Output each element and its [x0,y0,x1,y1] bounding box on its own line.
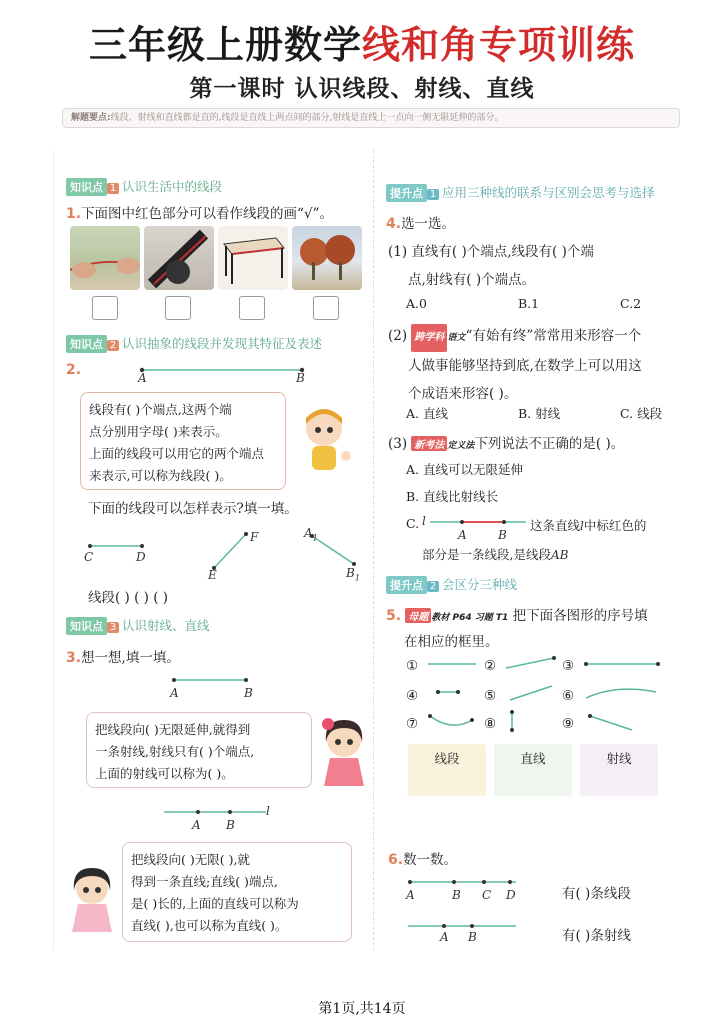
tip-label: 解题要点: [71,113,111,123]
q1-text: 下面图中红色部分可以看作线段的画“√”。 [81,206,333,222]
label-d: D [506,888,516,902]
knowledge-point-1 [66,176,222,196]
bubble-line: 一条射线,射线只有( )个端点, [95,744,255,759]
q4-p2-option-b[interactable]: B. 射线 [518,406,561,421]
q2-number: 2. [66,362,82,378]
q6-number: 6. [388,852,404,868]
label-b: B [244,686,253,700]
kp-tag: 知识点 [66,617,107,635]
label-b1 [346,566,360,582]
page-footer: 第1页,共14页 [318,1001,406,1017]
q6-answer-2: 有( )条射线 [562,928,631,944]
question-1 [66,202,333,222]
figure-mark-1: ① [406,658,419,674]
q3-number: 3. [66,650,82,666]
label-b1-sub: 1 [354,573,360,583]
label-ab: AB [550,548,569,562]
subject-tag: 语文 [447,333,466,343]
answer-box-4[interactable] [313,296,339,320]
question-6 [388,848,457,868]
category-label: 线段 [434,751,460,766]
category-box-segment[interactable] [408,744,486,796]
q2-three-segments [80,520,370,588]
label-e: E [208,568,217,582]
kp-num: 2 [107,340,119,351]
q4-p3-option-c-text2 [422,545,568,563]
label-a: A [170,686,179,700]
q4-p2-first-line: (2) 跨学科 语文“有始有终”常常用来形容一个 [388,322,642,352]
label-d: D [136,550,146,564]
label-c: C [482,888,492,902]
label-a1 [304,526,318,542]
textbook-reference: 教材 P64 习题 T1 [431,613,509,623]
q4-p2-line: 人做事能够坚持到底,在数学上可以用这 [408,358,642,374]
answer-box-3[interactable] [239,296,265,320]
label-b: B [452,888,461,902]
figure-mark-2: ② [484,658,497,674]
q5-text: 把下面各图形的序号填 [512,608,648,624]
label-l: l [422,514,426,528]
q4-p1-option-a[interactable]: A.0 [406,296,427,311]
q4-text: 选一选。 [401,216,456,232]
q5-line-figures [426,654,676,738]
bubble-line: 点分别用字母( )来表示。 [89,424,228,439]
q4-p1-option-c[interactable]: C.2 [620,296,642,311]
q3-speech-bubble-ray [86,712,312,788]
q4-c-text1: 这条直线 [530,518,581,533]
q2-speech-bubble [80,392,286,490]
knowledge-point-2 [66,333,322,353]
label-b: B [296,371,305,385]
category-label: 直线 [520,751,546,766]
q2-number-wrap [66,362,81,378]
q4-p2-option-c[interactable]: C. 线段 [620,406,663,421]
q4-p3-option-c-text [530,516,646,534]
label-a: A [192,818,201,832]
page-title [0,14,724,69]
tip-bar [62,108,680,128]
label-b: B [498,528,507,542]
mother-question-tag: 母题 [405,608,431,623]
q6-line-ab [404,918,524,934]
q5-number: 5. [386,608,402,624]
q4-c-text2: 中标红色的 [583,518,647,533]
category-box-ray[interactable] [580,744,658,796]
q2-prompt: 下面的线段可以怎样表示?填一填。 [88,501,298,517]
q2-segment-ab [130,362,320,388]
q2-answer-line: 线段( ) ( ) ( ) [88,590,169,606]
answer-box-2[interactable] [165,296,191,320]
q4-part-2 [388,322,642,408]
label-b: B [226,818,235,832]
photo-pipe [144,226,214,290]
q4-p1-line: (1) 直线有( )个端点,线段有( )个端 [388,244,594,260]
tp-text: 应用三种线的联系与区别会思考与选择 [442,185,655,200]
label-c: C [84,550,94,564]
q4-c-line-figure [428,512,528,532]
kp-text: 认识生活中的线段 [122,179,223,194]
bubble-line: 是( )长的,上面的直线可以称为 [131,896,299,911]
bubble-line: 得到一条直线;直线( )端点, [131,874,278,889]
figure-mark-3: ③ [562,658,575,674]
q4-p3-option-a[interactable]: A. 直线可以无限延伸 [406,462,523,477]
label-a1-main: A [304,526,313,540]
kp-text: 认识抽象的线段并发现其特征及表述 [122,336,323,351]
tp-num: 2 [427,581,439,592]
bubble-line: 上面的线段可以用它的两个端点 [89,446,265,461]
tp-tag: 提升点 [386,576,427,594]
left-margin-rule [53,150,54,950]
bubble-line: 把线段向( )无限延伸,就得到 [95,722,251,737]
question-5 [386,604,648,624]
category-label: 射线 [606,751,632,766]
q4-p3-option-b[interactable]: B. 直线比射线长 [406,489,499,504]
q4-part-1 [388,238,594,294]
figure-mark-4: ④ [406,688,419,704]
bubble-line: 来表示,可以称为线段( )。 [89,468,232,483]
label-a: A [440,930,449,944]
label-a1-sub: 1 [312,533,318,543]
improve-point-2 [386,574,517,594]
q3-line-l [160,804,280,820]
photo-hands-rope [70,226,140,290]
girl-cartoon-icon [316,716,372,792]
kp-num: 1 [107,183,119,194]
bubble-line: 上面的射线可以称为( )。 [95,766,234,781]
figure-mark-5: ⑤ [484,688,497,704]
kp-text: 认识射线、直线 [122,618,210,633]
q6-answer-1: 有( )条线段 [562,886,631,902]
method-tag: 定义法 [447,441,475,451]
tp-num: 1 [427,189,439,200]
pipe-image-icon [144,226,214,290]
tp-tag: 提升点 [386,184,427,202]
label-a: A [406,888,415,902]
trees-image-icon [292,226,362,290]
question-3 [66,646,180,666]
question-4 [386,212,455,232]
kp-tag: 知识点 [66,335,107,353]
table-image-icon [218,226,288,290]
label-l-inline: l [580,519,584,533]
tp-text: 会区分三种线 [442,577,518,592]
figure-mark-6: ⑥ [562,688,575,704]
girl2-cartoon-icon [66,866,118,938]
q4-c-text3: 部分是一条线段,是线段 [422,547,551,562]
bubble-line: 线段有( )个端点,这两个端 [89,402,232,417]
q4-p3-option-c-prefix[interactable]: C. [406,516,420,531]
label-a: A [138,371,147,385]
q4-number: 4. [386,216,402,232]
q4-p3-text: 下列说法不正确的是( )。 [474,436,625,452]
label-b: B [468,930,477,944]
figure-mark-9: ⑨ [562,716,575,732]
figure-mark-8: ⑧ [484,716,497,732]
q4-part-3: (3) 新考法 定义法下列说法不正确的是( )。 [388,436,625,452]
label-b1-main: B [346,566,355,580]
bubble-line: 把线段向( )无限( ),就 [131,852,250,867]
q4-p2-line: “有始有终”常常用来形容一个 [465,328,642,344]
figure-mark-7: ⑦ [406,716,419,732]
q5-text-line2: 在相应的框里。 [404,634,499,650]
photo-table [218,226,288,290]
page-subtitle: 第一课时 认识线段、射线、直线 [189,75,535,102]
improve-point-1 [386,182,655,202]
rope-image-icon [70,226,140,290]
q4-p2-option-a[interactable]: A. 直线 [406,406,448,421]
q3-speech-bubble-line [122,842,352,942]
q6-text: 数一数。 [403,852,458,868]
label-l: l [266,804,270,818]
q4-p1-line: 点,射线有( )个端点。 [408,272,536,288]
q3-text: 想一想,填一填。 [81,650,180,666]
q1-number: 1. [66,206,82,222]
cross-subject-tag: 跨学科 [411,324,447,352]
answer-box-1[interactable] [92,296,118,320]
q4-p2-line: 个成语来形容( )。 [408,386,518,402]
kp-tag: 知识点 [66,178,107,196]
bubble-line: 直线( ),也可以称为直线( )。 [131,918,288,933]
new-method-tag: 新考法 [411,436,447,451]
label-a: A [458,528,467,542]
knowledge-point-3 [66,615,210,635]
q3-segment-ab [164,672,284,692]
title-part-black: 三年级上册数学 [88,23,362,67]
boy-cartoon-icon [296,404,354,476]
photo-trees [292,226,362,290]
column-divider [373,150,374,950]
q4-p1-option-b[interactable]: B.1 [518,296,540,311]
label-f: F [250,530,259,544]
category-box-line[interactable] [494,744,572,796]
tip-text: 线段、射线和直线都是直的,线段是直线上两点间的部分,射线是直线上一点向一侧无限延伸的部分。 [110,113,504,123]
title-part-red: 线和角专项训练 [362,23,636,67]
kp-num: 3 [107,622,119,633]
